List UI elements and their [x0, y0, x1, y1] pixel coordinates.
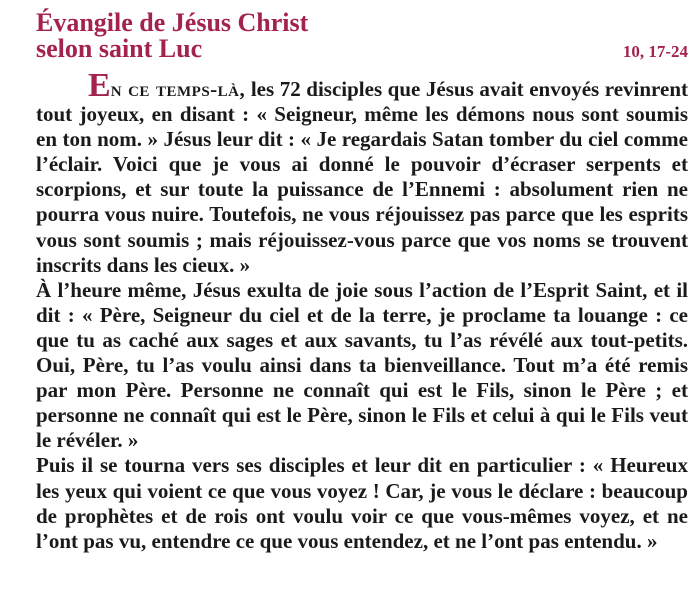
verse-reference: 10, 17-24 [622, 42, 688, 61]
paragraph-1-text: les 72 disciples que Jésus avait envoyés revinrent tout joyeux, en disant : « Seigneur, même les démons nous sont soumis en ton nom. » Jésus leur dit : « Je regardais Satan tomber du ciel comme l’éclair. Voici que je vous ai donné le pouvoir d’écraser serpents et scorpions, et sur toute la puissance de l’Ennemi : absolument rien ne pourra vous nuire. Toutefois, ne vous réjouissez pas parce que les esprits vous sont soumis ; mais réjouissez-vous parce que vos noms se trouvent inscrits dans les cieux. » [36, 77, 688, 277]
gospel-subtitle: selon saint Luc [36, 34, 203, 63]
drop-cap-letter: E [88, 67, 111, 104]
paragraph-3: Puis il se tourna vers ses disciples et leur dit en particulier : « Heureux les yeux qui voient ce que vous voyez ! Car, je vous le déclare : beaucoup de prophètes et de rois ont voulu voir ce que vous-mêmes voyez, et ne l’ont pas vu, entendre ce que vous entendez, et ne l’ont pas entendu. » [36, 453, 688, 553]
paragraph-2: À l’heure même, Jésus exulta de joie sous l’action de l’Esprit Saint, et il dit : « Père, Seigneur du ciel et de la terre, je proclame ta louange : ce que tu as caché aux sages et aux savants, tu l’as révélé aux tout-petits. Oui, Père, tu l’as voulu ainsi dans ta bienveillance. Tout m’a été remis par mon Père. Personne ne connaît qui est le Fils, sinon le Père ; et personne ne connaît qui est le Père, sinon le Fils et celui à qui le Fils veut le révéler. » [36, 277, 688, 453]
gospel-header [36, 10, 688, 62]
paragraph-1 [36, 67, 688, 278]
lead-in-smallcaps: n ce temps-là, [110, 77, 246, 101]
subtitle-row [36, 36, 688, 62]
gospel-text [36, 67, 688, 554]
gospel-title: Évangile de Jésus Christ [36, 8, 309, 37]
